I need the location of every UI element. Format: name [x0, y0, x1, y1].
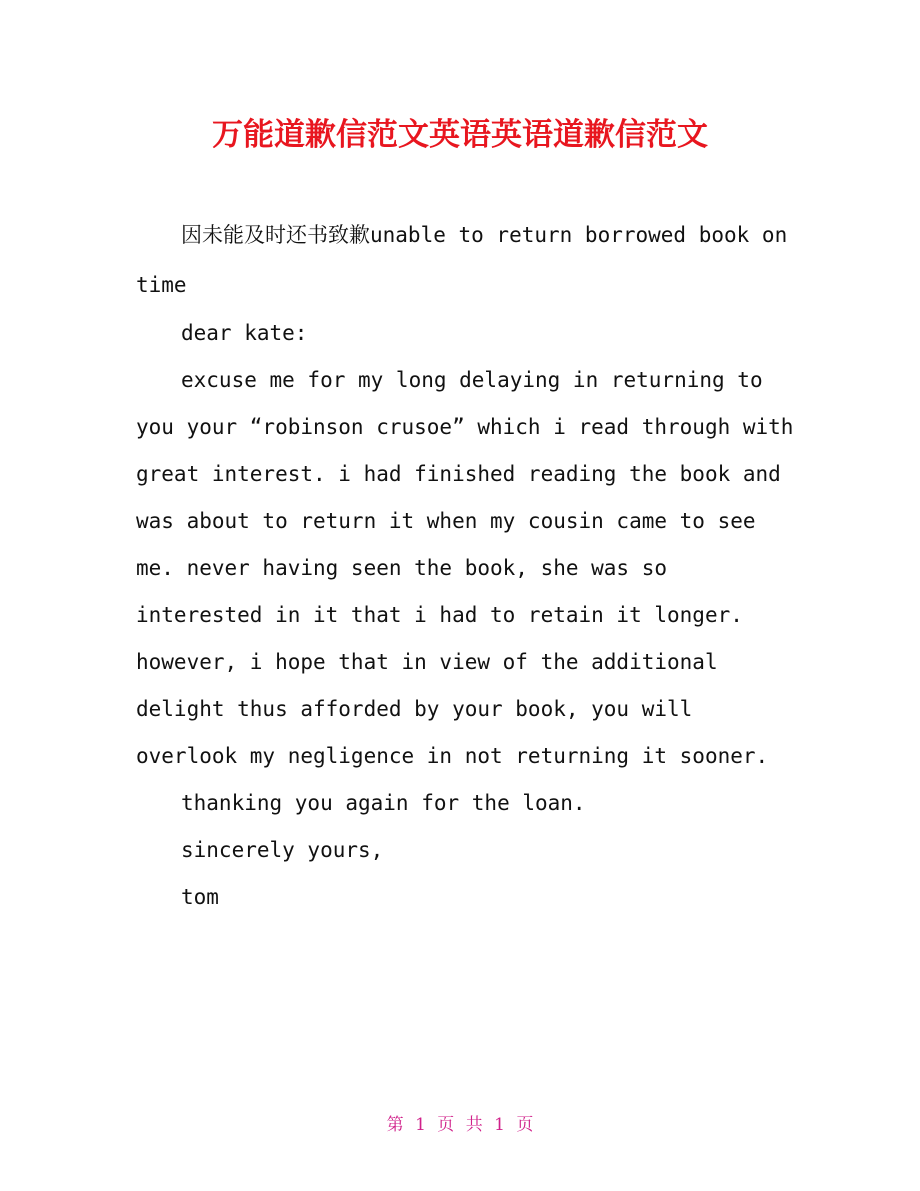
letter-main-paragraph: excuse me for my long delaying in returning to you your “robinson crusoe” which i read through with great interest. i had finished reading the book and was about to return it when my cousin came to see me. never having seen the book, she was so interested in it that i had to retain it longer. however, i hope that in view of the additional delight thus afforded by your book, you will overlook my negligence in not returning it sooner.: [136, 368, 807, 768]
letter-thanks: thanking you again for the loan.: [181, 791, 586, 815]
letter-signature: tom: [181, 885, 219, 909]
letter-body: [136, 210, 807, 921]
document-title: 万能道歉信范文英语英语道歉信范文: [212, 117, 708, 153]
letter-subject: 因未能及时还书致歉unable to return borrowed book on time: [136, 223, 800, 297]
letter-salutation: dear kate:: [181, 321, 308, 345]
page-footer: 第 1 页 共 1 页: [386, 1115, 534, 1135]
letter-closing: sincerely yours,: [181, 838, 384, 862]
